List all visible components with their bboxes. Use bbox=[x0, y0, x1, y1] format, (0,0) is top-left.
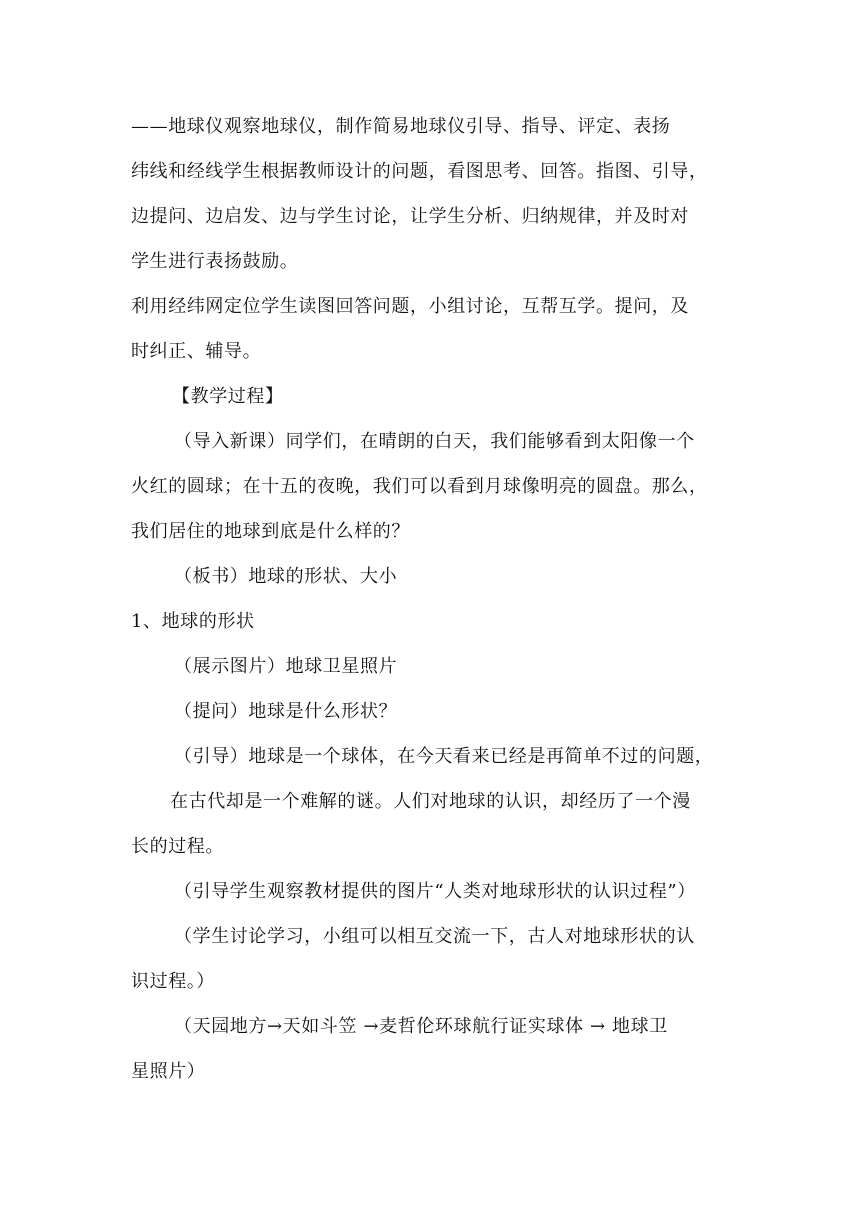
text-line: 边提问、边启发、边与学生讨论，让学生分析、归纳规律，并及时对 bbox=[131, 206, 689, 227]
text-line: 长的过程。 bbox=[131, 836, 224, 857]
text-line: 在古代却是一个难解的谜。人们对地球的认识，却经历了一个漫 bbox=[170, 791, 691, 812]
section-heading: 【教学过程】 bbox=[172, 386, 284, 407]
text-line: （引导）地球是一个球体，在今天看来已经是再简单不过的问题， bbox=[174, 746, 714, 767]
text-line: 时纠正、辅导。 bbox=[131, 341, 262, 362]
text-line: （提问）地球是什么形状？ bbox=[174, 701, 398, 722]
text-line: 火红的圆球；在十五的夜晚，我们可以看到月球像明亮的圆盘。那么， bbox=[131, 476, 708, 497]
text-line: 学生进行表扬鼓励。 bbox=[131, 251, 299, 272]
text-line: 利用经纬网定位学生读图回答问题，小组讨论，互帮互学。提问，及 bbox=[131, 296, 689, 317]
text-line: 识过程。） bbox=[131, 971, 215, 992]
text-line: （引导学生观察教材提供的图片“人类对地球形状的认识过程”） bbox=[174, 881, 696, 902]
text-line: （天园地方→天如斗笠 →麦哲伦环球航行证实球体 → 地球卫 bbox=[174, 1016, 668, 1037]
text-line: ——地球仪观察地球仪，制作简易地球仪引导、指导、评定、表扬 bbox=[131, 116, 671, 137]
text-line: （展示图片）地球卫星照片 bbox=[174, 656, 398, 677]
text-line: 星照片） bbox=[131, 1061, 206, 1082]
subsection-heading: 1、地球的形状 bbox=[131, 611, 255, 632]
text-line: （学生讨论学习，小组可以相互交流一下，古人对地球形状的认 bbox=[174, 926, 695, 947]
text-line: 我们居住的地球到底是什么样的？ bbox=[131, 521, 410, 542]
text-line: （导入新课）同学们，在晴朗的白天，我们能够看到太阳像一个 bbox=[174, 431, 695, 452]
text-line: （板书）地球的形状、大小 bbox=[174, 566, 398, 587]
text-line: 纬线和经线学生根据教师设计的问题，看图思考、回答。指图、引导， bbox=[131, 161, 708, 182]
